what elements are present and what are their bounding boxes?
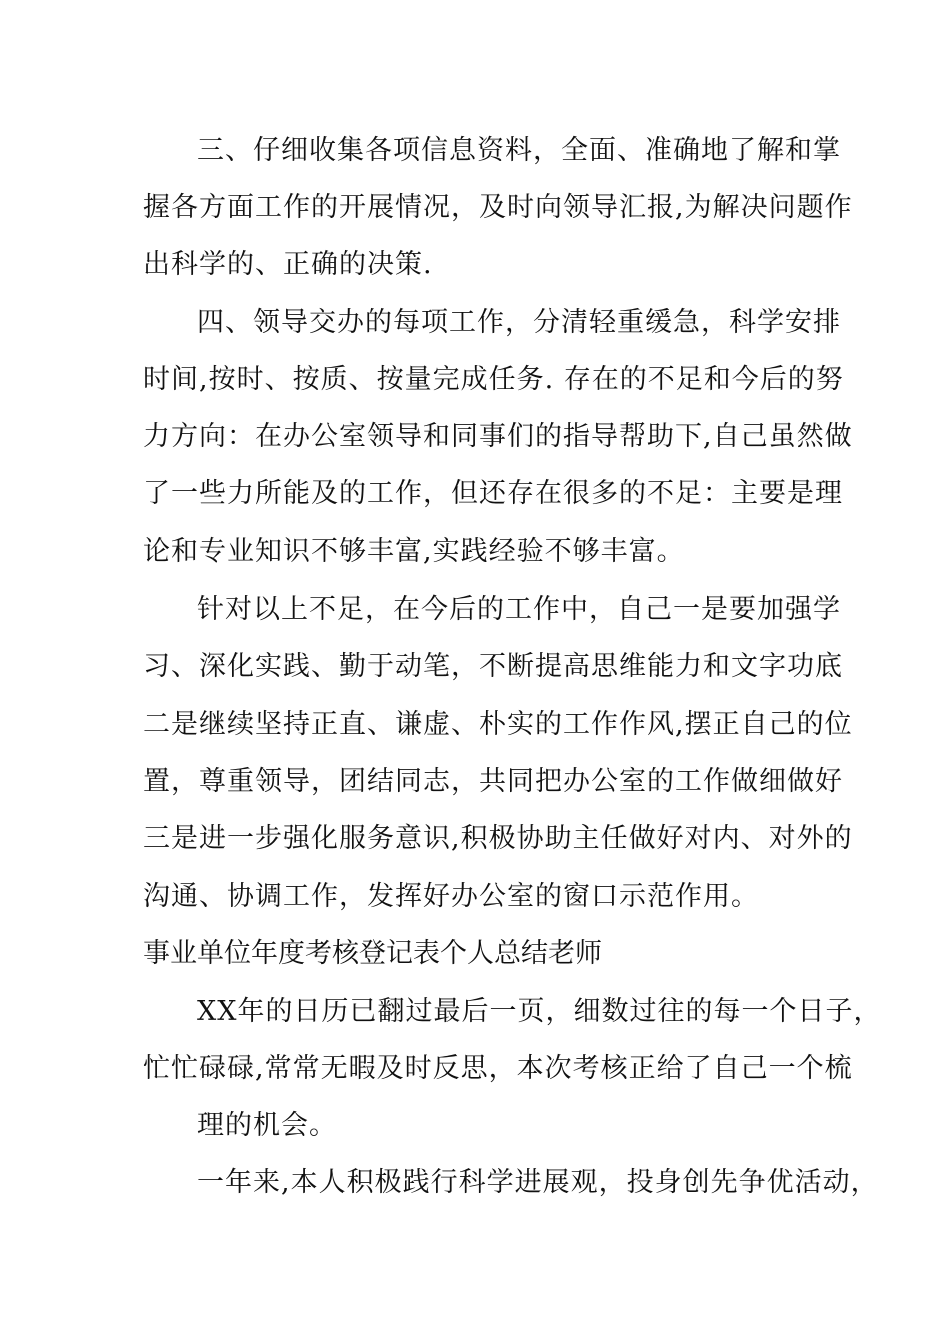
paragraph-4-line-2: 时间,按时、按质、按量完成任务. 存在的不足和今后的努	[143, 364, 844, 395]
improvement-paragraph-line-1: 针对以上不足，在今后的工作中，自己一是要加强学	[197, 594, 841, 625]
improvement-paragraph-line-6: 沟通、协调工作，发挥好办公室的窗口示范作用。	[143, 881, 759, 912]
paragraph-4-line-5: 论和专业知识不够丰富,实践经验不够丰富。	[143, 536, 685, 567]
summary-paragraph-1-line-1: XX年的日历已翻过最后一页，细数过往的每一个日子，	[197, 996, 882, 1027]
paragraph-4-line-4: 了一些力所能及的工作，但还存在很多的不足：主要是理	[143, 478, 843, 509]
improvement-paragraph-line-4: 置，尊重领导，团结同志，共同把办公室的工作做细做好	[143, 766, 843, 797]
summary-paragraph-1-line-3: 理的机会。	[197, 1110, 337, 1141]
improvement-paragraph-line-2: 习、深化实践、勤于动笔，不断提高思维能力和文字功底	[143, 651, 843, 682]
summary-paragraph-2-line-1: 一年来,本人积极践行科学进展观，投身创先争优活动，	[197, 1167, 879, 1198]
summary-paragraph-1-line-2: 忙忙碌碌,常常无暇及时反思，本次考核正给了自己一个梳	[143, 1053, 853, 1084]
paragraph-4-line-1: 四、领导交办的每项工作，分清轻重缓急，科学安排	[197, 307, 841, 338]
section-title: 事业单位年度考核登记表个人总结老师	[143, 938, 602, 969]
improvement-paragraph-line-3: 二是继续坚持正直、谦虚、朴实的工作作风,摆正自己的位	[143, 709, 853, 740]
paragraph-4-line-3: 力方向：在办公室领导和同事们的指导帮助下,自己虽然做	[143, 421, 853, 452]
paragraph-3-line-1: 三、仔细收集各项信息资料，全面、准确地了解和掌	[197, 135, 841, 166]
improvement-paragraph-line-5: 三是进一步强化服务意识,积极协助主任做好对内、对外的	[143, 823, 853, 854]
paragraph-3-line-3: 出科学的、正确的决策.	[143, 249, 433, 280]
paragraph-3-line-2: 握各方面工作的开展情况，及时向领导汇报,为解决问题作	[143, 192, 853, 223]
